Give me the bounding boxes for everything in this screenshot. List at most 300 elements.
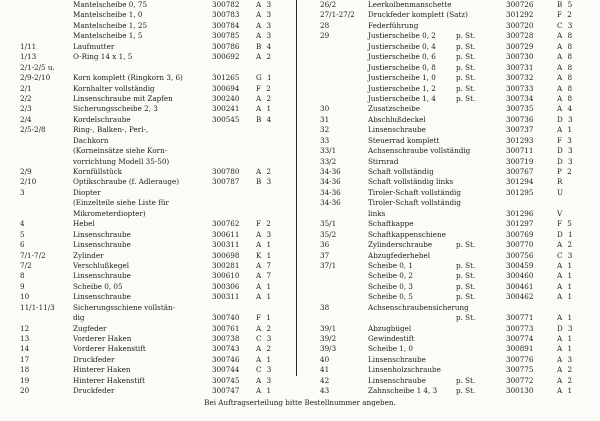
part-row bbox=[0, 292, 291, 302]
position-number: 37/1 bbox=[320, 260, 337, 270]
order-number: 300762 bbox=[212, 219, 240, 229]
position-number: 4 bbox=[20, 219, 25, 229]
order-number: 300785 bbox=[212, 31, 240, 41]
price-group: A 1 bbox=[256, 240, 273, 250]
price-group: A 1 bbox=[557, 313, 574, 323]
quantity-unit: p. St. bbox=[456, 93, 476, 103]
part-row bbox=[300, 219, 600, 229]
part-description: Linsenschraube bbox=[368, 375, 426, 385]
order-number: 300730 bbox=[506, 52, 534, 62]
order-number: 300735 bbox=[506, 104, 534, 114]
part-row bbox=[300, 355, 600, 365]
price-group: F 3 bbox=[557, 135, 574, 145]
price-group: A 8 bbox=[557, 31, 574, 41]
part-row bbox=[300, 282, 600, 292]
order-number: 300891 bbox=[506, 344, 534, 354]
position-number: 5 bbox=[20, 229, 25, 239]
part-description: Justierscheibe 1, 2 bbox=[368, 83, 436, 93]
part-description: Zylinderschraube bbox=[368, 240, 433, 250]
price-group: A 3 bbox=[256, 31, 273, 41]
price-group: A 3 bbox=[256, 0, 273, 9]
order-number: 300728 bbox=[506, 31, 534, 41]
part-description: Druckfeder bbox=[73, 354, 115, 364]
position-number: 12 bbox=[20, 323, 30, 333]
part-row bbox=[300, 10, 600, 20]
part-description: Leerkolbenmanschette bbox=[368, 0, 452, 9]
position-number: 7/2 bbox=[20, 260, 32, 270]
order-note: Bei Auftragserteilung bitte Bestellnummer angeben. bbox=[204, 398, 396, 407]
part-row bbox=[300, 146, 600, 156]
price-group: A 1 bbox=[557, 271, 574, 281]
part-row bbox=[300, 125, 600, 135]
part-row bbox=[0, 115, 291, 125]
price-group: D 3 bbox=[557, 323, 575, 333]
part-row bbox=[0, 251, 291, 261]
order-number: 300740 bbox=[212, 313, 240, 323]
order-number: 300311 bbox=[212, 292, 240, 302]
part-row bbox=[300, 386, 600, 396]
order-number: 300773 bbox=[506, 323, 534, 333]
quantity-unit: p. St. bbox=[456, 52, 476, 62]
part-row bbox=[300, 42, 600, 52]
position-number: 18 bbox=[20, 365, 30, 375]
price-group: A 3 bbox=[557, 354, 574, 364]
part-row bbox=[300, 115, 600, 125]
price-group: A 7 bbox=[256, 260, 273, 270]
price-group: A 1 bbox=[256, 281, 273, 291]
order-number: 300769 bbox=[506, 229, 534, 239]
order-number: 300775 bbox=[506, 365, 534, 375]
part-row bbox=[300, 292, 600, 302]
part-description: Hinterer Haken bbox=[73, 365, 131, 375]
part-description: Sicherungsschiene vollstän- bbox=[73, 302, 176, 312]
order-number: 300770 bbox=[506, 240, 534, 250]
part-description: Linsenschraube mit Zapfen bbox=[73, 93, 173, 103]
order-number: 300733 bbox=[506, 83, 534, 93]
order-number: 300743 bbox=[212, 344, 240, 354]
part-description: Zylinder bbox=[73, 250, 104, 260]
part-row bbox=[300, 84, 600, 94]
part-row bbox=[0, 42, 291, 52]
position-number: 6 bbox=[20, 240, 25, 250]
position-number: 43 bbox=[320, 386, 330, 396]
part-description: (Korneinsätze siehe Korn- bbox=[73, 146, 168, 156]
part-description: Linsenschraube bbox=[368, 354, 426, 364]
part-row bbox=[300, 303, 600, 313]
part-row bbox=[300, 365, 600, 375]
order-number: 300746 bbox=[212, 354, 240, 364]
part-row bbox=[0, 125, 291, 135]
order-number: 301296 bbox=[506, 208, 534, 218]
price-group: A 2 bbox=[256, 167, 273, 176]
order-number: 300460 bbox=[506, 271, 534, 281]
position-number: 2/1-2/5 u. bbox=[20, 62, 55, 72]
order-number: 300611 bbox=[212, 229, 240, 239]
price-group: A 7 bbox=[256, 271, 273, 281]
part-description: Scheibe 0, 2 bbox=[368, 271, 413, 281]
part-row bbox=[300, 104, 600, 114]
part-description: Abzugfederhebel bbox=[368, 250, 431, 260]
part-description: Optikschraube (f. Adlerauge) bbox=[73, 177, 179, 187]
part-row bbox=[300, 94, 600, 104]
position-number: 34-36 bbox=[320, 198, 341, 208]
position-number: 2/5-2/8 bbox=[20, 125, 46, 135]
price-group: A 3 bbox=[256, 229, 273, 239]
quantity-unit: p. St. bbox=[456, 313, 476, 323]
order-number: 300130 bbox=[506, 386, 534, 396]
price-group: D 3 bbox=[557, 114, 575, 124]
position-number: 17 bbox=[20, 354, 30, 364]
part-row bbox=[0, 177, 291, 187]
order-number: 300720 bbox=[506, 20, 534, 30]
order-number: 300771 bbox=[506, 313, 534, 323]
part-description: Scheibe 0, 5 bbox=[368, 292, 413, 302]
order-number: 300747 bbox=[212, 386, 240, 396]
position-number: 8 bbox=[20, 271, 25, 281]
price-group: A 1 bbox=[557, 386, 574, 396]
part-description: Vorderer Hakenstift bbox=[73, 344, 146, 354]
price-group: A 8 bbox=[557, 52, 574, 62]
order-number: 301297 bbox=[506, 219, 534, 229]
part-description: Schaftkappenschiene bbox=[368, 229, 446, 239]
position-number: 32 bbox=[320, 125, 330, 135]
part-description: Dachkorn bbox=[73, 135, 109, 145]
price-group: D 3 bbox=[557, 146, 575, 156]
part-row bbox=[0, 198, 291, 208]
price-group: A 1 bbox=[557, 260, 574, 270]
price-group: B 3 bbox=[256, 177, 273, 187]
part-row bbox=[300, 376, 600, 386]
position-number: 3 bbox=[20, 187, 25, 197]
price-group: C 3 bbox=[557, 20, 574, 30]
order-number: 300698 bbox=[212, 250, 240, 260]
position-number: 34-36 bbox=[320, 167, 341, 176]
part-row bbox=[0, 282, 291, 292]
part-description: Druckfeder komplett (Satz) bbox=[368, 10, 468, 20]
order-number: 300692 bbox=[212, 52, 240, 62]
quantity-unit: p. St. bbox=[456, 41, 476, 51]
order-number: 301292 bbox=[506, 10, 534, 20]
quantity-unit: p. St. bbox=[456, 31, 476, 41]
part-description: Schaft vollständig links bbox=[368, 177, 454, 187]
part-row bbox=[300, 344, 600, 354]
part-description: Linsenschraube bbox=[73, 271, 131, 281]
position-number: 2/3 bbox=[20, 104, 32, 114]
order-number: 300719 bbox=[506, 156, 534, 166]
position-number: 1/11 bbox=[20, 41, 37, 51]
order-number: 300786 bbox=[212, 41, 240, 51]
part-row bbox=[300, 209, 600, 219]
price-group: P 2 bbox=[557, 167, 574, 176]
position-number: 2/9 bbox=[20, 167, 32, 176]
order-number: 300774 bbox=[506, 334, 534, 343]
price-group: A 2 bbox=[256, 93, 273, 103]
price-group: A 3 bbox=[256, 20, 273, 30]
order-number: 300311 bbox=[212, 240, 240, 250]
position-number: 13 bbox=[20, 334, 30, 343]
position-number: 9 bbox=[20, 281, 25, 291]
price-group: A 1 bbox=[256, 354, 273, 364]
price-group: C 3 bbox=[256, 365, 273, 375]
order-number: 300240 bbox=[212, 93, 240, 103]
position-number: 7/1-7/2 bbox=[20, 250, 46, 260]
part-description: Scheibe 0, 05 bbox=[73, 281, 123, 291]
price-group: A 2 bbox=[256, 52, 273, 62]
part-description: Achsenschraubensicherung bbox=[368, 302, 469, 312]
part-row bbox=[0, 376, 291, 386]
position-number: 11/1-11/3 bbox=[20, 302, 55, 312]
part-row bbox=[300, 31, 600, 41]
position-number: 39/1 bbox=[320, 323, 337, 333]
part-row bbox=[0, 21, 291, 31]
part-row bbox=[0, 230, 291, 240]
order-number: 300729 bbox=[506, 41, 534, 51]
price-group: A 1 bbox=[557, 344, 574, 354]
order-number: 300772 bbox=[506, 375, 534, 385]
order-number: 300734 bbox=[506, 93, 534, 103]
part-description: Hebel bbox=[73, 219, 95, 229]
quantity-unit: p. St. bbox=[456, 281, 476, 291]
part-row bbox=[0, 167, 291, 177]
part-row bbox=[0, 219, 291, 229]
part-description: Scheibe 0, 1 bbox=[368, 260, 413, 270]
price-group: A 1 bbox=[557, 292, 574, 302]
part-row bbox=[300, 21, 600, 31]
part-description: Kordelschraube bbox=[73, 114, 131, 124]
order-number: 300462 bbox=[506, 292, 534, 302]
price-group: A 8 bbox=[557, 83, 574, 93]
part-description: Federführung bbox=[368, 20, 419, 30]
order-number: 300756 bbox=[506, 250, 534, 260]
position-number: 38 bbox=[320, 302, 330, 312]
position-number: 42 bbox=[320, 375, 330, 385]
part-description: Linsenschraube bbox=[73, 292, 131, 302]
part-row bbox=[0, 94, 291, 104]
price-group: V bbox=[557, 208, 564, 218]
position-number: 33/2 bbox=[320, 156, 337, 166]
price-group: B 4 bbox=[256, 114, 273, 124]
part-description: Linsenschraube bbox=[368, 125, 426, 135]
price-group: A 1 bbox=[557, 281, 574, 291]
quantity-unit: p. St. bbox=[456, 62, 476, 72]
position-number: 29 bbox=[320, 31, 330, 41]
part-description: Tiroler-Schaft vollständig bbox=[368, 198, 461, 208]
order-number: 300780 bbox=[212, 167, 240, 176]
part-description: Mantelscheibe 1, 0 bbox=[73, 10, 143, 20]
price-group: A 3 bbox=[256, 375, 273, 385]
order-number: 300787 bbox=[212, 177, 240, 187]
part-description: Zusatzscheibe bbox=[368, 104, 421, 114]
price-group: B 4 bbox=[256, 41, 273, 51]
part-description: Zahnscheibe 1 4, 3 bbox=[368, 386, 438, 396]
price-group: C 3 bbox=[557, 250, 574, 260]
price-group: A 8 bbox=[557, 62, 574, 72]
part-description: Stirnrad bbox=[368, 156, 399, 166]
order-number: 300731 bbox=[506, 62, 534, 72]
quantity-unit: p. St. bbox=[456, 271, 476, 281]
part-description: Schaft vollständig bbox=[368, 167, 434, 176]
position-number: 1/13 bbox=[20, 52, 37, 62]
quantity-unit: p. St. bbox=[456, 375, 476, 385]
part-description: Sicherungsscheibe 2, 3 bbox=[73, 104, 158, 114]
part-description: Diopter bbox=[73, 187, 101, 197]
parts-list-right bbox=[300, 0, 600, 397]
part-row bbox=[0, 63, 291, 73]
quantity-unit: p. St. bbox=[456, 73, 476, 83]
price-group: B 5 bbox=[557, 0, 574, 9]
part-row bbox=[0, 313, 291, 323]
part-description: Ring-, Balken-, Perl-, bbox=[73, 125, 149, 135]
part-description: Mikrometerdiopter) bbox=[73, 208, 146, 218]
part-row bbox=[0, 261, 291, 271]
position-number: 2/4 bbox=[20, 114, 32, 124]
part-row bbox=[0, 355, 291, 365]
part-description: Justierscheibe 1, 0 bbox=[368, 73, 436, 83]
part-row bbox=[0, 365, 291, 375]
price-group: F 2 bbox=[557, 10, 574, 20]
part-description: Justierscheibe 1, 4 bbox=[368, 93, 436, 103]
part-row bbox=[300, 52, 600, 62]
order-number: 300767 bbox=[506, 167, 534, 176]
position-number: 2/1 bbox=[20, 83, 32, 93]
position-number: 30 bbox=[320, 104, 330, 114]
part-description: Schaftkappe bbox=[368, 219, 414, 229]
order-number: 300776 bbox=[506, 354, 534, 364]
position-number: 34-36 bbox=[320, 177, 341, 187]
part-description: links bbox=[368, 208, 386, 218]
order-number: 300306 bbox=[212, 281, 240, 291]
price-group: A 1 bbox=[256, 386, 273, 396]
part-row bbox=[300, 0, 600, 10]
order-number: 300736 bbox=[506, 114, 534, 124]
part-description: Justierscheibe 0, 2 bbox=[368, 31, 436, 41]
order-number: 300782 bbox=[212, 0, 240, 9]
price-group: D 1 bbox=[557, 229, 575, 239]
price-group: A 2 bbox=[256, 344, 273, 354]
part-description: Laufmutter bbox=[73, 41, 115, 51]
quantity-unit: p. St. bbox=[456, 386, 476, 396]
part-row bbox=[0, 303, 291, 313]
part-row bbox=[300, 157, 600, 167]
position-number: 35/2 bbox=[320, 229, 337, 239]
part-row bbox=[0, 10, 291, 20]
position-number: 37 bbox=[320, 250, 330, 260]
price-group: F 2 bbox=[256, 219, 273, 229]
part-description: Tiroler-Schaft vollständig bbox=[368, 187, 461, 197]
part-description: Verschlußkegel bbox=[73, 260, 130, 270]
part-row bbox=[0, 84, 291, 94]
part-description: Justierscheibe 0, 4 bbox=[368, 41, 436, 51]
price-group: A 1 bbox=[256, 104, 273, 114]
order-number: 300745 bbox=[212, 375, 240, 385]
price-group: A 4 bbox=[557, 104, 574, 114]
order-number: 300711 bbox=[506, 146, 534, 156]
price-group: A 1 bbox=[256, 292, 273, 302]
order-number: 300726 bbox=[506, 0, 534, 9]
part-row bbox=[0, 31, 291, 41]
order-number: 300545 bbox=[212, 114, 240, 124]
order-number: 300610 bbox=[212, 271, 240, 281]
part-row bbox=[0, 73, 291, 83]
part-row bbox=[0, 157, 291, 167]
position-number: 41 bbox=[320, 365, 330, 375]
price-group: F 5 bbox=[557, 219, 574, 229]
position-number: 2/10 bbox=[20, 177, 37, 187]
position-number: 27/1-27/2 bbox=[320, 10, 355, 20]
part-row bbox=[300, 188, 600, 198]
price-group: U bbox=[557, 187, 565, 197]
part-description: Abzugbügel bbox=[368, 323, 412, 333]
price-group: F 1 bbox=[256, 313, 273, 323]
order-number: 300694 bbox=[212, 83, 240, 93]
position-number: 19 bbox=[20, 375, 30, 385]
part-description: Linsenschraube bbox=[73, 229, 131, 239]
order-number: 301265 bbox=[212, 73, 240, 83]
order-number: 300744 bbox=[212, 365, 240, 375]
part-description: Zugfeder bbox=[73, 323, 107, 333]
order-number: 300459 bbox=[506, 260, 534, 270]
price-group: A 2 bbox=[557, 240, 574, 250]
quantity-unit: p. St. bbox=[456, 240, 476, 250]
price-group: A 2 bbox=[256, 323, 273, 333]
part-description: O-Ring 14 x 1, 5 bbox=[73, 52, 133, 62]
part-row bbox=[0, 324, 291, 334]
part-description: Achsenschraube vollständig bbox=[368, 146, 471, 156]
part-row bbox=[0, 104, 291, 114]
column-divider bbox=[296, 0, 297, 376]
part-row bbox=[0, 386, 291, 396]
part-description: Scheibe 0, 3 bbox=[368, 281, 413, 291]
part-row bbox=[300, 230, 600, 240]
part-description: Scheibe 1, 0 bbox=[368, 344, 413, 354]
part-row bbox=[300, 63, 600, 73]
part-description: Druckfeder bbox=[73, 386, 115, 396]
price-group: A 8 bbox=[557, 93, 574, 103]
position-number: 35/1 bbox=[320, 219, 337, 229]
position-number: 14 bbox=[20, 344, 30, 354]
position-number: 20 bbox=[20, 386, 30, 396]
price-group: A 2 bbox=[557, 375, 574, 385]
part-description: Linsenschraube bbox=[73, 240, 131, 250]
part-row bbox=[0, 209, 291, 219]
part-description: Mantelscheibe 1, 5 bbox=[73, 31, 143, 41]
part-row bbox=[300, 198, 600, 208]
order-number: 300732 bbox=[506, 73, 534, 83]
order-number: 300738 bbox=[212, 334, 240, 343]
part-description: (Einzelteile siehe Liste für bbox=[73, 198, 169, 208]
part-row bbox=[0, 136, 291, 146]
part-description: Justierscheibe 0, 6 bbox=[368, 52, 436, 62]
part-description: dig bbox=[73, 313, 85, 323]
position-number: 34-36 bbox=[320, 187, 341, 197]
part-row bbox=[300, 324, 600, 334]
part-row bbox=[0, 344, 291, 354]
price-group: A 1 bbox=[557, 334, 574, 343]
part-description: Mantelscheibe 0, 75 bbox=[73, 0, 148, 9]
price-group: A 3 bbox=[256, 10, 273, 20]
quantity-unit: p. St. bbox=[456, 260, 476, 270]
order-number: 300241 bbox=[212, 104, 240, 114]
position-number: 10 bbox=[20, 292, 30, 302]
part-row bbox=[0, 146, 291, 156]
price-group: C 3 bbox=[256, 334, 273, 343]
price-group: K 1 bbox=[256, 250, 273, 260]
order-number: 300761 bbox=[212, 323, 240, 333]
part-description: Kornfüllstück bbox=[73, 167, 123, 176]
part-row bbox=[0, 334, 291, 344]
part-description: Mantelscheibe 1, 25 bbox=[73, 20, 148, 30]
part-description: Justierscheibe 0, 8 bbox=[368, 62, 436, 72]
